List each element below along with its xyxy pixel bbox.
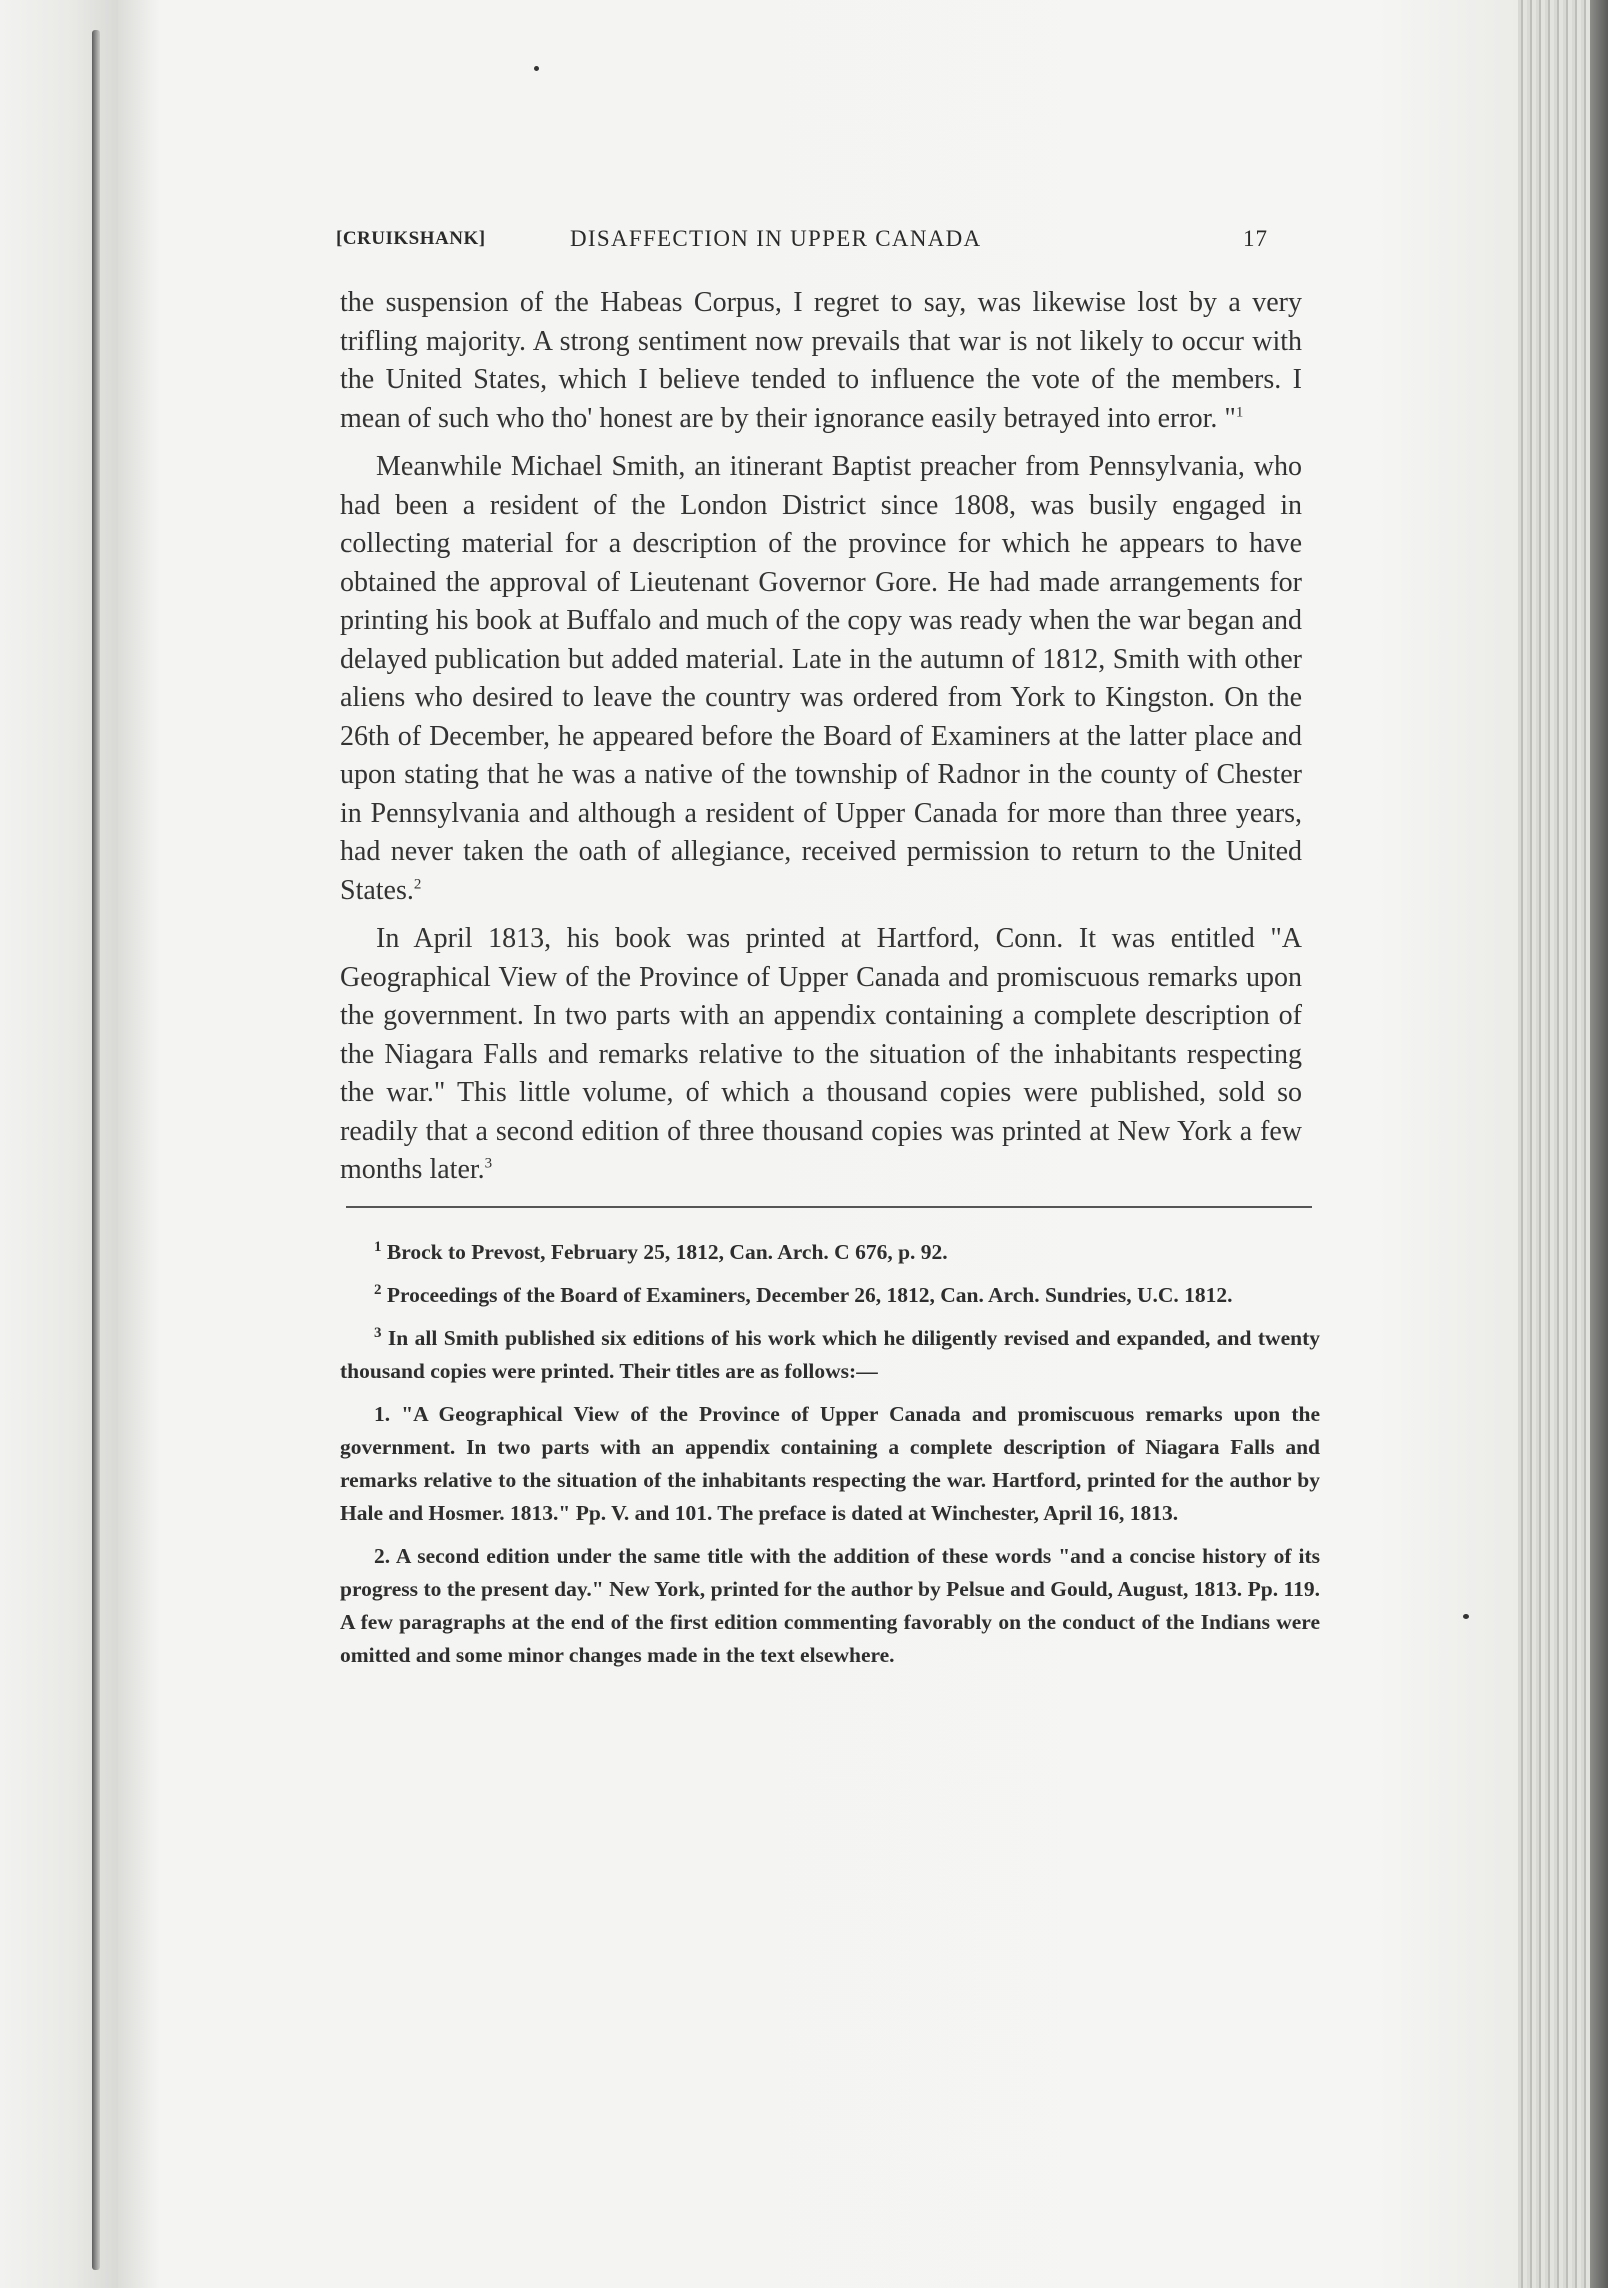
- footnote-1-mark: 1: [374, 1238, 382, 1255]
- running-head: [336, 226, 1308, 266]
- footnote-divider: [346, 1206, 1312, 1208]
- footnote-ref-1: 1: [1235, 404, 1244, 421]
- running-title: DISAFFECTION IN UPPER CANADA: [570, 226, 982, 251]
- paragraph-1-text: the suspension of the Habeas Corpus, I regret to say, was likewise lost by a very trifling majority. A strong sentiment now prevails that war is not likely to occur with the United States, which I believe tended to influence the vote of the members. I mean of such who tho' honest are by their ignorance easily betrayed into error. ": [340, 287, 1302, 434]
- footnote-ref-2: 2: [413, 876, 422, 893]
- paragraph-3-text: In April 1813, his book was printed at Hartford, Conn. It was entitled "A Geographical View of the Province of Upper Canada and promiscuous remarks upon the government. In two parts with an appendix containing a complete description of the Niagara Falls and remarks relative to the situation of the inhabitants respecting the war." This little volume, of which a thousand copies were published, sold so readily that a second edition of three thousand copies was printed at New York a few months later.: [340, 923, 1302, 1185]
- footnote-3-text: In all Smith published six editions of his work which he diligently revised and expanded, and twenty thousand copies were printed. Their titles are as follows:—: [340, 1325, 1320, 1383]
- footnote-2-mark: 2: [374, 1281, 382, 1298]
- footnote-3-item-2: 2. A second edition under the same title with the addition of these words "and a concise history of its progress to the present day." New York, printed for the author by Pelsue and Gould, August, 1813. Pp. 119. A few paragraphs at the end of the first edition commenting favorably on the conduct of the Indians were omitted and some minor changes made in the text elsewhere.: [340, 1543, 1320, 1667]
- footnote-3-item-1: 1. "A Geographical View of the Province of Upper Canada and promiscuous remarks upon the government. In two parts with an appendix containing a complete description of Niagara Falls and remarks relative to the situation of the inhabitants respecting the war. Hartford, printed for the author by Hale and Hosmer. 1813." Pp. V. and 101. The preface is dated at Winchester, April 16, 1813.: [340, 1401, 1320, 1525]
- page-number: 17: [1243, 226, 1268, 251]
- footnote-2: [340, 1279, 1320, 1312]
- paragraph-3: [340, 920, 1302, 1190]
- footnote-3: [340, 1322, 1320, 1388]
- scan-speck: [1463, 1614, 1469, 1619]
- body-text: [340, 284, 1302, 1190]
- paragraph-1: [340, 284, 1302, 438]
- footnote-1: [340, 1236, 1320, 1269]
- paragraph-2-text: Meanwhile Michael Smith, an itinerant Baptist preacher from Pennsylvania, who had been a resident of the London District since 1808, was busily engaged in collecting material for a description of the province for which he appears to have obtained the approval of Lieutenant Governor Gore. He had made arrangements for printing his book at Buffalo and much of the copy was ready when the war began and delayed publication but added material. Late in the autumn of 1812, Smith with other aliens who desired to leave the country was ordered from York to Kingston. On the 26th of December, he appeared before the Board of Examiners at the latter place and upon stating that he was a native of the township of Radnor in the county of Chester in Pennsylvania and although a resident of Upper Canada for more than three years, had never taken the oath of allegiance, received permission to return to the United States.: [340, 451, 1302, 906]
- page-edge-shadow: [1590, 0, 1608, 2288]
- page-content: [336, 226, 1320, 1682]
- scan-speck: [534, 66, 539, 71]
- paragraph-2: [340, 448, 1302, 910]
- author-tag: [CRUIKSHANK]: [336, 228, 486, 249]
- footnote-2-text: Proceedings of the Board of Examiners, December 26, 1812, Can. Arch. Sundries, U.C. 1812.: [386, 1282, 1233, 1307]
- book-gutter: [92, 30, 100, 2270]
- footnotes: [340, 1236, 1320, 1672]
- footnote-ref-3: 3: [484, 1155, 493, 1172]
- footnote-1-text: Brock to Prevost, February 25, 1812, Can. Arch. C 676, p. 92.: [386, 1239, 948, 1264]
- left-page-edge: [0, 0, 120, 2288]
- footnote-3-mark: 3: [374, 1324, 382, 1341]
